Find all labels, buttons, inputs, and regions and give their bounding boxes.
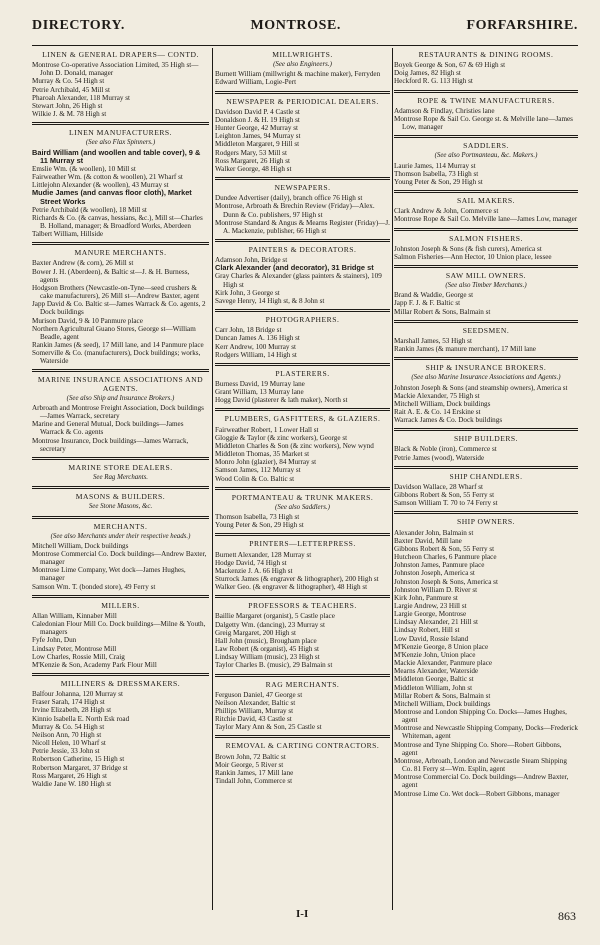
directory-entry: Savege Henry, 14 High st, & 8 John st xyxy=(215,296,325,305)
directory-entry: Adamson & Findlay, Christies lane xyxy=(394,106,495,115)
directory-entry: Petrie James (wood), Waterside xyxy=(394,453,485,462)
section-linen-general-drapers-contd xyxy=(32,51,209,118)
section-ship-chandlers xyxy=(394,473,578,508)
section-divider xyxy=(32,595,209,598)
section-milliners-dressmakers xyxy=(32,680,209,788)
section-divider xyxy=(32,516,209,519)
section-millers xyxy=(32,602,209,669)
directory-entry: Thomson Isabella, 73 High st xyxy=(394,169,479,178)
directory-entry: M'Kenzie & Son, Academy Park Flour Mill xyxy=(32,660,157,669)
section-ship-insurance-brokers xyxy=(394,364,578,424)
directory-entry: Kirk John, Panmure st xyxy=(394,593,458,602)
directory-entry: Burness David, 19 Murray lane xyxy=(215,380,305,388)
directory-entry: Doig James, 82 High st xyxy=(394,69,461,78)
section-painters-decorators xyxy=(215,246,390,305)
header-right: FORFARSHIRE. xyxy=(466,18,578,33)
directory-entry: Middleton Thomas, 35 Market st xyxy=(215,450,310,459)
section-divider xyxy=(394,190,578,193)
section-marine-store-dealers xyxy=(32,464,209,482)
directory-entry: Montrose Rope & Sail Co. George st. & Melville lane—James Low, manager xyxy=(394,114,575,132)
section-heading: PLASTERERS. xyxy=(275,368,330,378)
section-heading: SHIP & INSURANCE BROKERS. xyxy=(425,363,547,373)
header-left: DIRECTORY. xyxy=(32,18,126,33)
section-newspaper-periodical-dealers xyxy=(215,98,390,173)
directory-entry: Kerr Andrew, 100 Murray st xyxy=(215,342,297,351)
section-sail-makers xyxy=(394,197,578,223)
directory-entry: Balfour Johanna, 120 Murray st xyxy=(32,690,124,699)
directory-entry: Samson James, 112 Murray st xyxy=(215,466,301,475)
directory-entry: Johnston Joseph & Sons (& fish curers), America st xyxy=(394,244,542,253)
directory-entry: Petrie Archibald (& woollen), 18 Mill st xyxy=(32,205,147,214)
directory-entry: Montrose Insurance, Dock buildings—James Warrack, secretary xyxy=(32,436,191,453)
directory-entry: Walker Geo. (& engraver & lithographer), 48 High st xyxy=(215,583,368,592)
directory-entry: Edward William, Logie-Pert xyxy=(215,78,297,87)
directory-entry: Samson Wm. T. (bonded store), 49 Ferry st xyxy=(32,582,156,591)
section-heading: SHIP OWNERS. xyxy=(456,517,516,527)
cross-reference-note: See Rag Merchants. xyxy=(92,474,149,482)
directory-entry: Low David, Rossie Island xyxy=(394,634,469,643)
section-divider xyxy=(32,122,209,125)
section-divider xyxy=(394,265,578,268)
directory-entry: Alexander John, Balmain st xyxy=(394,528,474,537)
column-divider-1 xyxy=(212,48,213,910)
section-plasterers xyxy=(215,370,390,405)
directory-entry: Monro John (glazier), 84 Murray st xyxy=(215,458,317,467)
directory-entry: Middleton Charles & Son (& zinc workers), New wynd xyxy=(215,441,374,450)
column-3 xyxy=(394,50,578,801)
directory-entry: Ferguson Daniel, 47 George st xyxy=(215,690,303,699)
section-marine-insurance-associations-and-agents xyxy=(32,376,209,452)
column-divider-2 xyxy=(392,48,393,910)
section-divider xyxy=(394,357,578,360)
directory-entry: Ross Margaret, 26 High st xyxy=(32,771,108,780)
directory-entry: Irvine Elizabeth, 28 High st xyxy=(32,706,112,715)
section-divider xyxy=(32,673,209,676)
section-ship-builders xyxy=(394,435,578,461)
directory-entry: Montrose Rope & Sail Co. Melville lane—James Low, manager xyxy=(394,215,578,224)
directory-entry: Hunter George, 42 Murray st xyxy=(215,124,298,133)
section-divider xyxy=(394,428,578,431)
directory-entry: Wood Colin & Co. Baltic st xyxy=(215,474,295,483)
cross-reference-note: (See also Flax Spinners.) xyxy=(85,139,156,147)
directory-entry: Northern Agricultural Guano Stores, George st—William Beadle, agent xyxy=(32,324,198,341)
directory-entry: Baxter Andrew (& corn), 26 Mill st xyxy=(32,259,134,268)
directory-entry: Boyek George & Son, 67 & 69 High st xyxy=(394,61,506,70)
directory-entry: Montrose Lime Co. Wet dock—Robert Gibbons, manager xyxy=(394,789,560,798)
section-heading: SHIP BUILDERS. xyxy=(453,434,519,444)
directory-entry: Clark Alexander (and decorator), 31 Bridge st xyxy=(215,263,374,273)
directory-entry: Arbroath and Montrose Freight Association, Dock buildings—James Warrack, secretary xyxy=(32,403,204,421)
directory-entry: Montrose, Arbroath, London and Newcastle Steam Shipping Co. 81 Ferry st—Wm. Esplin, agent xyxy=(394,756,569,774)
directory-entry: M'Kenzie George, 8 Union place xyxy=(394,642,489,651)
section-divider xyxy=(215,309,390,312)
directory-entry: Taylor Charles B. (music), 29 Balmain st xyxy=(215,661,333,670)
section-heading: LINEN & GENERAL DRAPERS— CONTD. xyxy=(42,50,199,59)
section-plumbers-gasfitters-glaziers xyxy=(215,415,390,482)
directory-entry: Montrose Standard & Angus & Mearns Register (Friday)—J. A. Mackenzie, publisher, 66 High st xyxy=(215,218,392,235)
section-portmanteau-trunk-makers xyxy=(215,494,390,530)
cross-reference-note: See Stone Masons, &c. xyxy=(88,503,153,511)
directory-entry: Waldie Jane W. 180 High st xyxy=(32,779,112,788)
directory-entry: Mackenzie J. A. 66 High st xyxy=(215,566,293,575)
directory-entry: Gibbons Robert & Son, 55 Ferry st xyxy=(394,491,495,500)
directory-entry: Burnett Alexander, 128 Murray st xyxy=(215,550,312,559)
cross-reference-note: (See also Engineers.) xyxy=(273,61,332,69)
section-divider xyxy=(394,90,578,93)
directory-entry: Davidson Wallace, 28 Wharf st xyxy=(394,482,483,491)
directory-entry: Phillips William, Murray st xyxy=(215,707,294,715)
directory-entry: Dundee Advertiser (daily), branch office 76 High st xyxy=(215,194,363,203)
directory-entry: Rankin James, 17 Mill lane xyxy=(215,768,294,777)
directory-entry: Hogg David (plasterer & lath maker), North st xyxy=(215,396,348,405)
section-heading: MILLERS. xyxy=(101,600,140,610)
cross-reference-note: (See also Marine Insurance Associations and Agents.) xyxy=(411,374,561,382)
directory-entry: Mitchell William, Dock buildings xyxy=(32,541,129,550)
directory-entry: Hall John (music), Brougham place xyxy=(215,636,317,645)
directory-entry: Somerville & Co. (manufacturers), Dock buildings; works, Waterside xyxy=(32,349,203,366)
section-heading: PRINTERS—LETTERPRESS. xyxy=(249,539,356,549)
cross-reference-note: (See also Ship and Insurance Brokers.) xyxy=(66,394,175,402)
directory-entry: Gibbons Robert & Son, 55 Ferry st xyxy=(394,544,495,553)
directory-entry: Wilkie J. & M. 78 High st xyxy=(32,110,107,119)
section-divider xyxy=(215,735,390,738)
section-ship-owners xyxy=(394,518,578,797)
header-rule xyxy=(32,45,578,46)
section-merchants xyxy=(32,523,209,591)
directory-entry: Young Peter & Son, 29 High st xyxy=(215,521,304,530)
directory-entry: Low Charles, Rossie Mill, Craig xyxy=(32,652,125,661)
section-removal-carting-contractors xyxy=(215,742,390,785)
directory-entry: Donaldson J. & H. 19 High st xyxy=(215,115,300,124)
directory-entry: Tindall John, Commerce st xyxy=(215,777,293,786)
directory-entry: Rankin James (& manure merchant), 17 Mill lane xyxy=(394,345,536,354)
directory-entry: Young Peter & Son, 29 High st xyxy=(394,177,483,186)
directory-entry: Robertson Margaret, 37 Bridge st xyxy=(32,763,128,772)
section-heading: RAG MERCHANTS. xyxy=(265,679,340,689)
directory-entry: Kirk John, 3 George st xyxy=(215,288,280,297)
directory-entry: Gray Charles & Alexander (glass painters & stainers), 109 High st xyxy=(215,272,384,289)
running-head xyxy=(32,18,578,44)
directory-entry: Hodge David, 74 High st xyxy=(215,558,287,567)
directory-entry: Middleton William, John st xyxy=(394,683,473,692)
cross-reference-note: (See also Saddlers.) xyxy=(275,503,330,511)
section-heading: MANURE MERCHANTS. xyxy=(74,248,167,258)
section-divider xyxy=(32,486,209,489)
directory-entry: Montrose Co-operative Association Limited, 35 High st—John D. Donald, manager xyxy=(32,61,199,78)
directory-entry: Montrose Commercial Co. Dock buildings—Andrew Baxter, manager xyxy=(32,549,209,567)
column-1 xyxy=(32,50,209,791)
directory-entry: Montrose and Newcastle Shipping Company, Docks—Frederick Whiteman, agent xyxy=(394,724,580,741)
directory-entry: Johnston Joseph & Sons (and steamship owners), America st xyxy=(394,383,568,392)
directory-entry: Millar Robert & Sons, Balmain st xyxy=(394,307,491,316)
directory-entry: Talbert William, Hillside xyxy=(32,230,104,239)
section-divider xyxy=(394,135,578,138)
section-newspapers xyxy=(215,184,390,235)
directory-entry: Ross Margaret, 26 High st xyxy=(215,156,291,165)
directory-entry: Thomson Isabella, 73 High st xyxy=(215,513,300,522)
directory-entry: Montrose and London Shipping Co. Docks—James Hughes, agent xyxy=(394,708,569,725)
directory-entry: Law Robert (& organist), 45 High st xyxy=(215,645,319,654)
cross-reference-note: (See also Portmanteau, &c. Makers.) xyxy=(434,152,538,160)
directory-entry: Lindsay Alexander, 21 Hill st xyxy=(394,618,478,627)
directory-entry: Davidson David P. 4 Castle st xyxy=(215,107,300,116)
directory-entry: Ritchie David, 43 Castle st xyxy=(215,715,292,724)
section-heading: PAINTERS & DECORATORS. xyxy=(248,244,357,254)
directory-entry: Neilson Ann, 70 High st xyxy=(32,730,102,739)
section-divider xyxy=(215,363,390,366)
section-divider xyxy=(215,487,390,490)
section-heading: SHIP CHANDLERS. xyxy=(449,471,523,481)
directory-entry: Rodgers Mary, 53 Mill st xyxy=(215,148,287,157)
section-divider xyxy=(32,457,209,460)
directory-entry: Montrose Commercial Co. Dock buildings—Andrew Baxter, agent xyxy=(394,773,571,790)
directory-entry: Rait A. E. & Co. 14 Erskine st xyxy=(394,408,481,416)
directory-entry: Johnston Joseph & Sons, America st xyxy=(394,577,498,586)
directory-entry: Hodgson Brothers (Newcastle-on-Tyne—seed crushers & cake manufacturers), 26 Mill st—Andrew Baxter, agent xyxy=(32,283,200,301)
section-manure-merchants xyxy=(32,249,209,365)
section-divider xyxy=(215,91,390,94)
directory-entry: Richards & Co. (& canvas, hessians, &c.), Mill st—Charles B. Holland, manager; & Broadford Works, Aberdeen xyxy=(32,213,205,230)
directory-entry: Mitchell William, Dock buildings xyxy=(394,699,491,708)
section-heading: ROPE & TWINE MANUFACTURERS. xyxy=(417,95,555,105)
section-divider xyxy=(32,369,209,372)
column-2 xyxy=(215,50,390,788)
header-center: MONTROSE. xyxy=(250,18,342,33)
section-heading: PROFESSORS & TEACHERS. xyxy=(248,601,357,611)
directory-entry: Leighton James, 94 Murray st xyxy=(215,132,301,141)
directory-entry: Walker George, 48 High st xyxy=(215,164,292,173)
directory-entry: Mudie James (and canvas floor cloth), Market Street Works xyxy=(32,188,194,206)
directory-entry: Murray & Co. 54 High st xyxy=(32,77,105,86)
directory-entry: Johnston William D. River st xyxy=(394,585,478,594)
directory-entry: Warrack James & Co. Dock buildings xyxy=(394,416,503,425)
section-divider xyxy=(215,533,390,536)
directory-entry: Mackie Alexander, Panmure place xyxy=(394,659,493,668)
directory-entry: Littlejohn Alexander (& woollen), 43 Murray st xyxy=(32,181,169,190)
section-restaurants-dining-rooms xyxy=(394,51,578,86)
section-divider xyxy=(215,177,390,180)
section-heading: SALMON FISHERS. xyxy=(449,233,523,243)
directory-entry: Fairweather Wm. (& cotton & woollen), 21 Wharf st xyxy=(32,173,183,182)
directory-entry: Sturrock James (& engraver & lithographer), 200 High st xyxy=(215,574,379,583)
directory-entry: Neilson Alexander, Baltic st xyxy=(215,698,296,707)
directory-entry: Laurie James, 114 Murray st xyxy=(394,161,476,170)
section-masons-builders xyxy=(32,493,209,511)
page-number: 863 xyxy=(558,909,576,923)
section-saw-mill-owners xyxy=(394,272,578,316)
section-rag-merchants xyxy=(215,681,390,732)
directory-entry: Heckford R. G. 113 High st xyxy=(394,77,473,86)
section-divider xyxy=(215,674,390,677)
section-salmon-fishers xyxy=(394,235,578,261)
section-heading: SADDLERS. xyxy=(463,141,509,151)
section-heading: SAW MILL OWNERS. xyxy=(445,270,527,280)
directory-entry: Montrose and Tyne Shipping Co. Shore—Robert Gibbons, agent xyxy=(394,740,564,757)
section-saddlers xyxy=(394,142,578,186)
section-millwrights xyxy=(215,51,390,87)
directory-entry: Johnston James, Panmure place xyxy=(394,561,485,570)
section-divider xyxy=(215,408,390,411)
directory-entry: Largie Andrew, 23 Hill st xyxy=(394,601,467,610)
directory-entry: Greig Margaret, 200 High st xyxy=(215,628,296,637)
directory-entry: Emslie Wm. (& woollen), 10 Mill st xyxy=(32,164,136,173)
section-divider xyxy=(394,511,578,514)
directory-entry: Lindsay Peter, Montrose Mill xyxy=(32,644,117,653)
section-divider xyxy=(394,320,578,323)
directory-entry: Clark Andrew & John, Commerce st xyxy=(394,207,499,216)
directory-entry: Fraser Sarah, 174 High st xyxy=(32,698,105,707)
directory-entry: Nicoll Helen, 10 Wharf st xyxy=(32,739,106,748)
directory-entry: Stewart John, 26 High st xyxy=(32,101,103,110)
directory-entry: Mearns Alexander, Waterside xyxy=(394,667,479,676)
directory-entry: Japp F. J. & F. Baltic st xyxy=(394,299,461,308)
directory-entry: Baird William (and woollen and table cover), 9 & 11 Murray st xyxy=(32,147,203,165)
section-divider xyxy=(215,595,390,598)
section-heading: SAIL MAKERS. xyxy=(456,196,516,206)
directory-entry: Marine and General Mutual, Dock buildings—James Warrack & Co. agents xyxy=(32,420,186,437)
directory-entry: Adamson John, Bridge st xyxy=(215,256,288,265)
directory-entry: Robertson Catherine, 15 High st xyxy=(32,755,125,764)
section-heading: PHOTOGRAPHERS. xyxy=(265,315,340,325)
directory-entry: Samson William T. 70 to 74 Ferry st xyxy=(394,499,498,508)
directory-entry: Montrose Lime Company, Wet dock—James Hughes, manager xyxy=(32,566,188,583)
directory-entry: Hutcheon Charles, 6 Panmure place xyxy=(394,553,497,562)
section-heading: MARINE INSURANCE ASSOCIATIONS AND AGENTS. xyxy=(37,375,204,393)
directory-entry: Millar Robert & Sons, Balmain st xyxy=(394,691,491,700)
directory-entry: Middleton George, Baltic st xyxy=(394,675,474,684)
directory-entry: Murray & Co. 54 High st xyxy=(32,722,105,731)
section-professors-teachers xyxy=(215,602,390,669)
directory-entry: Taylor Mary Ann & Son, 25 Castle st xyxy=(215,723,322,732)
cross-reference-note: (See also Timber Merchants.) xyxy=(445,282,527,290)
directory-entry: Brand & Waddie, George st xyxy=(394,291,474,300)
directory-entry: Allan William, Kinnaber Mill xyxy=(32,611,117,620)
directory-entry: Burnett William (millwright & machine maker), Ferryden xyxy=(215,70,381,79)
directory-entry: Murison David, 9 & 10 Panmure place xyxy=(32,316,143,325)
section-printers-letterpress xyxy=(215,540,390,591)
section-heading: MASONS & BUILDERS. xyxy=(75,492,166,502)
section-divider xyxy=(394,228,578,231)
section-heading: LINEN MANUFACTURERS. xyxy=(68,128,173,138)
directory-entry: Largie George, Montrose xyxy=(394,610,467,619)
directory-entry: Mackie Alexander, 75 High st xyxy=(394,391,480,400)
directory-entry: Marshall James, 53 High st xyxy=(394,336,472,345)
section-heading: MARINE STORE DEALERS. xyxy=(68,462,173,472)
signature-mark: I-I xyxy=(296,908,309,920)
section-heading: MILLINERS & DRESSMAKERS. xyxy=(60,679,181,688)
section-divider xyxy=(32,242,209,245)
directory-entry: Petrie Jessie, 33 John st xyxy=(32,747,100,756)
directory-entry: Johnston Joseph, America st xyxy=(394,569,475,578)
directory-entry: Middleton Margaret, 9 Hill st xyxy=(215,140,300,149)
directory-entry: Bower J. H. (Aberdeen), & Baltic st—J. & H. Burness, agents xyxy=(32,267,192,284)
section-heading: PORTMANTEAU & TRUNK MAKERS. xyxy=(231,492,374,502)
section-heading: MILLWRIGHTS. xyxy=(272,50,333,59)
section-rope-twine-manufacturers xyxy=(394,97,578,132)
directory-entry: Grant William, 13 Murray lane xyxy=(215,388,304,397)
directory-entry: Kinnio Isabella E. North Esk road xyxy=(32,714,130,723)
directory-entry: Gloggie & Taylor (& zinc workers), George st xyxy=(215,433,348,442)
section-heading: REMOVAL & CARTING CONTRACTORS. xyxy=(225,741,380,751)
directory-entry: Pharoah Alexander, 118 Murray st xyxy=(32,93,131,102)
section-heading: PLUMBERS, GASFITTERS, & GLAZIERS. xyxy=(224,414,381,424)
section-photographers xyxy=(215,316,390,359)
directory-entry: Montrose, Arbroath & Brechin Review (Friday)—Alex. Dunn & Co. publishers, 97 High st xyxy=(215,202,377,219)
cross-reference-note: (See also Merchants under their respective heads.) xyxy=(50,532,191,540)
section-divider xyxy=(215,239,390,242)
directory-entry: Japp David & Co. Baltic st—James Warrack & Co. agents, 2 Dock buildings xyxy=(32,300,208,317)
directory-entry: Lindsay Robert, Hill st xyxy=(394,626,460,635)
directory-entry: Lindsay William (music), 23 High st xyxy=(215,653,320,662)
directory-entry: Carr John, 18 Bridge st xyxy=(215,326,282,335)
directory-entry: Salmon Fisheries—Ann Hector, 10 Union place, lessee xyxy=(394,252,552,261)
directory-entry: Mitchell William, Dock buildings xyxy=(394,399,491,408)
directory-entry: Dalgetty Wm. (dancing), 23 Murray st xyxy=(215,620,325,629)
section-seedsmen xyxy=(394,327,578,353)
directory-entry: Brown John, 72 Baltic st xyxy=(215,752,286,761)
directory-entry: Rodgers William, 14 High st xyxy=(215,350,297,359)
directory-entry: Black & Noble (iron), Commerce st xyxy=(394,445,497,454)
section-heading: RESTAURANTS & DINING ROOMS. xyxy=(418,50,554,59)
directory-entry: Fyfe John, Dun xyxy=(32,636,77,645)
directory-entry: Caledonian Flour Mill Co. Dock buildings—Milne & Youth, managers xyxy=(32,620,208,637)
directory-entry: Petrie Archibald, 45 Mill st xyxy=(32,85,110,94)
directory-entry: M'Kenzie John, Union place xyxy=(394,650,476,659)
section-heading: NEWSPAPERS. xyxy=(274,183,331,193)
directory-entry: Moir George, 5 River st xyxy=(215,760,284,769)
section-heading: NEWSPAPER & PERIODICAL DEALERS. xyxy=(226,96,379,106)
directory-entry: Fairweather Robert, 1 Lower Hall st xyxy=(215,425,319,434)
section-linen-manufacturers xyxy=(32,129,209,238)
directory-entry: Rankin James (& seed), 17 Mill lane, and 14 Panmure place xyxy=(32,341,204,349)
section-heading: SEEDSMEN. xyxy=(462,325,510,335)
directory-entry: Duncan James A. 136 High st xyxy=(215,334,300,343)
section-heading: MERCHANTS. xyxy=(93,521,148,531)
section-divider xyxy=(394,466,578,469)
directory-entry: Baxter David, Mill lane xyxy=(394,536,462,545)
directory-entry: Baillie Margaret (organist), 5 Castle place xyxy=(215,612,335,621)
